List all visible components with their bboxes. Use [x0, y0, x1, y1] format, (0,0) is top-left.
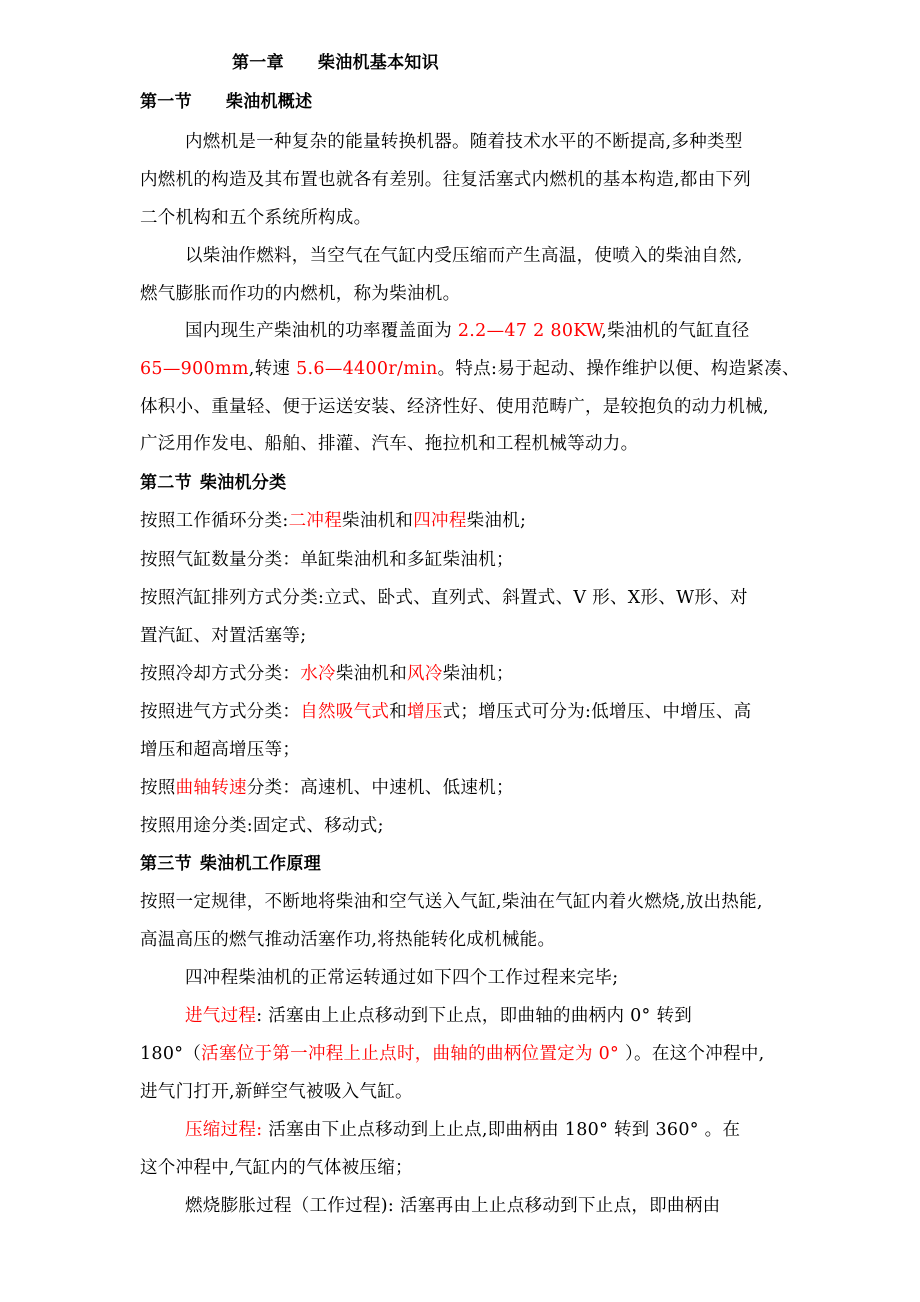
highlighted-text: 65—900mm — [140, 359, 249, 379]
paragraph-line — [185, 244, 743, 268]
paragraph-line — [140, 395, 769, 419]
paragraph-line — [185, 966, 618, 990]
body-text: 按照冷却方式分类： — [140, 664, 301, 684]
highlighted-text: 四冲程 — [413, 511, 467, 531]
paragraph-line — [140, 509, 526, 533]
highlighted-text: 进气过程 — [185, 1006, 257, 1026]
paragraph-line — [140, 548, 514, 572]
highlighted-text: 压缩过程: — [185, 1120, 263, 1140]
paragraph-line — [140, 738, 300, 762]
chapter-title — [232, 51, 439, 75]
section-number: 第一节 — [140, 92, 192, 112]
paragraph-line — [185, 1194, 720, 1218]
body-text: 按照汽缸排列方式分类:立式、卧式、直列式、斜置式、V 形、X形、W形、对 — [140, 588, 748, 608]
body-text: 二个机构和五个系统所构成。 — [140, 208, 372, 228]
paragraph-line — [185, 1004, 692, 1028]
body-text: 这个冲程中,气缸内的气体被压缩； — [140, 1158, 413, 1178]
highlighted-text: 水冷 — [300, 664, 336, 684]
body-text: ）。在这个冲程中, — [619, 1044, 765, 1064]
highlighted-text: 增压 — [407, 702, 443, 722]
paragraph-line — [140, 700, 751, 724]
section-heading — [140, 471, 286, 495]
body-text: 高温高压的燃气推动活塞作功,将热能转化成机械能。 — [140, 930, 556, 950]
paragraph-line — [140, 1042, 764, 1066]
paragraph-line — [185, 319, 750, 343]
paragraph-line — [185, 130, 743, 154]
paragraph-line — [140, 586, 748, 610]
body-text: 内燃机的构造及其布置也就各有差别。往复活塞式内燃机的基本构造,都由下列 — [140, 170, 752, 190]
body-text: 和 — [389, 702, 408, 722]
paragraph-line — [140, 206, 371, 230]
paragraph-line — [140, 928, 555, 952]
body-text: 按照工作循环分类: — [140, 511, 289, 531]
paragraph-line — [140, 890, 763, 914]
highlighted-text: 5.6—4400r/min — [296, 359, 438, 379]
body-text: 燃气膨胀而作功的内燃机，称为柴油机。 — [140, 284, 461, 304]
body-text: 按照一定规律，不断地将柴油和空气送入气缸,柴油在气缸内着火燃烧,放出热能, — [140, 892, 763, 912]
highlighted-text: 2.2—47 2 80KW — [457, 321, 602, 341]
body-text: 国内现生产柴油机的功率覆盖面为 — [185, 321, 458, 341]
paragraph-line — [140, 624, 306, 648]
paragraph-line — [140, 1080, 413, 1104]
paragraph-line — [140, 1156, 413, 1180]
section-title: 柴油机概述 — [225, 92, 313, 112]
body-text: 。特点:易于起动、操作维护以便、构造紧凑、 — [437, 359, 800, 379]
paragraph-line — [140, 776, 514, 800]
paragraph-line — [140, 282, 460, 306]
paragraph-line — [140, 168, 751, 192]
body-text: 柴油机和 — [342, 511, 414, 531]
highlighted-text: 活塞位于第一冲程上止点时，曲轴的曲柄位置定为 0° — [201, 1044, 620, 1064]
body-text: ,转速 — [248, 359, 297, 379]
body-text: 广泛用作发电、船舶、排灌、汽车、拖拉机和工程机械等动力。 — [140, 434, 639, 454]
body-text: 柴油机; — [466, 511, 527, 531]
body-text: 按照气缸数量分类：单缸柴油机和多缸柴油机； — [140, 550, 514, 570]
highlighted-text: 自然吸气式 — [300, 702, 390, 722]
section-number: 第三节 — [140, 854, 192, 874]
highlighted-text: 曲轴转速 — [175, 778, 247, 798]
body-text: 体积小、重量轻、便于运送安装、经济性好、使用范畴广，是较抱负的动力机械, — [140, 397, 769, 417]
body-text: 活塞由下止点移动到上止点,即曲柄由 180° 转到 360° 。在 — [262, 1120, 741, 1140]
chapter-number: 第一章 — [232, 53, 284, 73]
chapter-name: 柴油机基本知识 — [317, 53, 440, 73]
paragraph-line — [140, 357, 800, 381]
body-text: 内燃机是一种复杂的能量转换机器。随着技术水平的不断提高,多种类型 — [185, 132, 743, 152]
body-text: 分类：高速机、中速机、低速机； — [246, 778, 514, 798]
body-text: 柴油机； — [442, 664, 514, 684]
paragraph-line — [140, 814, 384, 838]
body-text: 按照进气方式分类： — [140, 702, 301, 722]
body-text: 进气门打开,新鲜空气被吸入气缸。 — [140, 1082, 413, 1102]
body-text: 以柴油作燃料，当空气在气缸内受压缩而产生高温，使喷入的柴油自然, — [185, 246, 743, 266]
body-text: 燃烧膨胀过程（工作过程): 活塞再由上止点移动到下止点，即曲柄由 — [185, 1196, 721, 1216]
paragraph-line — [140, 662, 514, 686]
highlighted-text: 风冷 — [407, 664, 443, 684]
body-text: 增压和超高增压等； — [140, 740, 301, 760]
body-text: 按照 — [140, 778, 176, 798]
section-heading — [140, 90, 312, 114]
paragraph-line — [140, 432, 638, 456]
section-title: 柴油机分类 — [199, 473, 287, 493]
section-number: 第二节 — [140, 473, 192, 493]
section-title: 柴油机工作原理 — [199, 854, 322, 874]
body-text: 按照用途分类:固定式、移动式; — [140, 816, 384, 836]
body-text: 置汽缸、对置活塞等; — [140, 626, 307, 646]
body-text: ,柴油机的气缸直径 — [601, 321, 750, 341]
section-heading — [140, 852, 321, 876]
body-text: 式；增压式可分为:低增压、中增压、高 — [442, 702, 752, 722]
body-text: 柴油机和 — [335, 664, 408, 684]
body-text: 四冲程柴油机的正常运转通过如下四个工作过程来完毕; — [185, 968, 619, 988]
body-text: 180°（ — [140, 1044, 202, 1064]
body-text: : 活塞由上止点移动到下止点，即曲轴的曲柄内 0° 转到 — [256, 1006, 693, 1026]
highlighted-text: 二冲程 — [288, 511, 343, 531]
paragraph-line — [185, 1118, 740, 1142]
